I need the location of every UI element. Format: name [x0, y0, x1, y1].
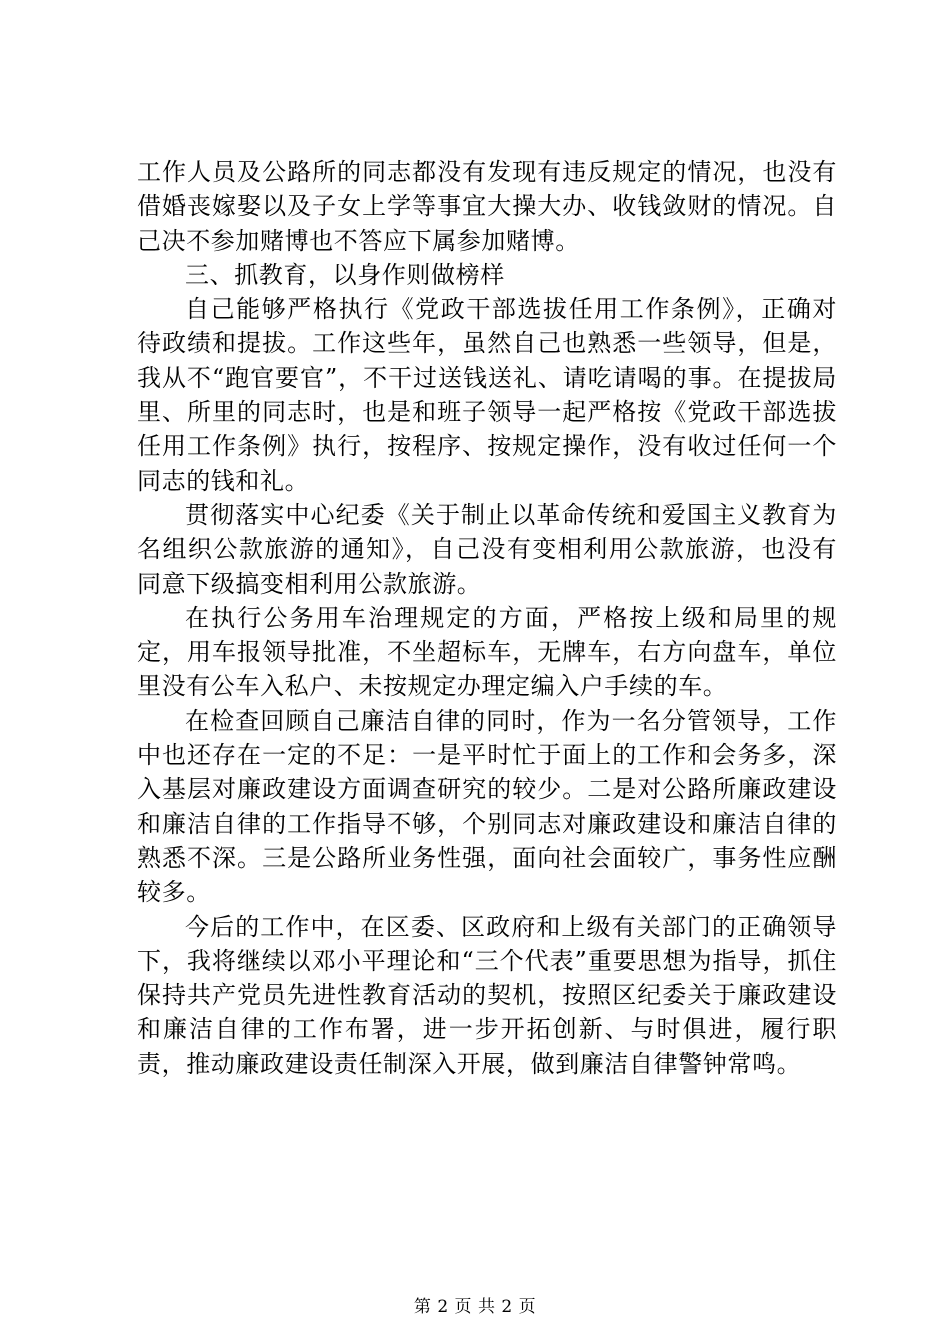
- paragraph-future-work: 今后的工作中，在区委、区政府和上级有关部门的正确领导下，我将继续以邓小平理论和“三个代表”重要思想为指导，抓住保持共产党员先进性教育活动的契机，按照区纪委关于廉政建设和廉洁自律的工作布署，进一步开拓创新、与时俱进，履行职责，推动廉政建设责任制深入开展，做到廉洁自律警钟常鸣。: [137, 912, 837, 1078]
- paragraph-official-vehicles: 在执行公务用车治理规定的方面，严格按上级和局里的规定，用车报领导批准，不坐超标车，无牌车，右方向盘车，单位里没有公车入私户、未按规定办理定编入户手续的车。: [137, 603, 837, 701]
- paragraph-selection-regulations: 自己能够严格执行《党政干部选拔任用工作条例》，正确对待政绩和提拔。工作这些年，虽然自己也熟悉一些领导，但是，我从不“跑官要官”，不干过送钱送礼、请吃请喝的事。在提拔局里、所里的同志时，也是和班子领导一起严格按《党政干部选拔任用工作条例》执行，按程序、按规定操作，没有收过任何一个同志的钱和礼。: [137, 295, 837, 495]
- section-heading: 三、抓教育，以身作则做榜样: [185, 260, 505, 289]
- paragraph-public-funds-travel: 贯彻落实中心纪委《关于制止以革命传统和爱国主义教育为名组织公款旅游的通知》，自己没有变相利用公款旅游，也没有同意下级搞变相利用公款旅游。: [137, 500, 837, 598]
- page-footer: 第 2 页 共 2 页: [413, 1297, 537, 1317]
- paragraph-continuation: 工作人员及公路所的同志都没有发现有违反规定的情况，也没有借婚丧嫁娶以及子女上学等事宜大操大办、收钱敛财的情况。自己决不参加赌博也不答应下属参加赌博。: [137, 158, 837, 255]
- document-body: [137, 155, 837, 1081]
- paragraph-shortcomings: 在检查回顾自己廉洁自律的同时，作为一名分管领导，工作中也还存在一定的不足：一是平时忙于面上的工作和会务多，深入基层对廉政建设方面调查研究的较少。二是对公路所廉政建设和廉洁自律的工作指导不够，个别同志对廉政建设和廉洁自律的熟悉不深。三是公路所业务性强，面向社会面较广，事务性应酬较多。: [137, 706, 837, 907]
